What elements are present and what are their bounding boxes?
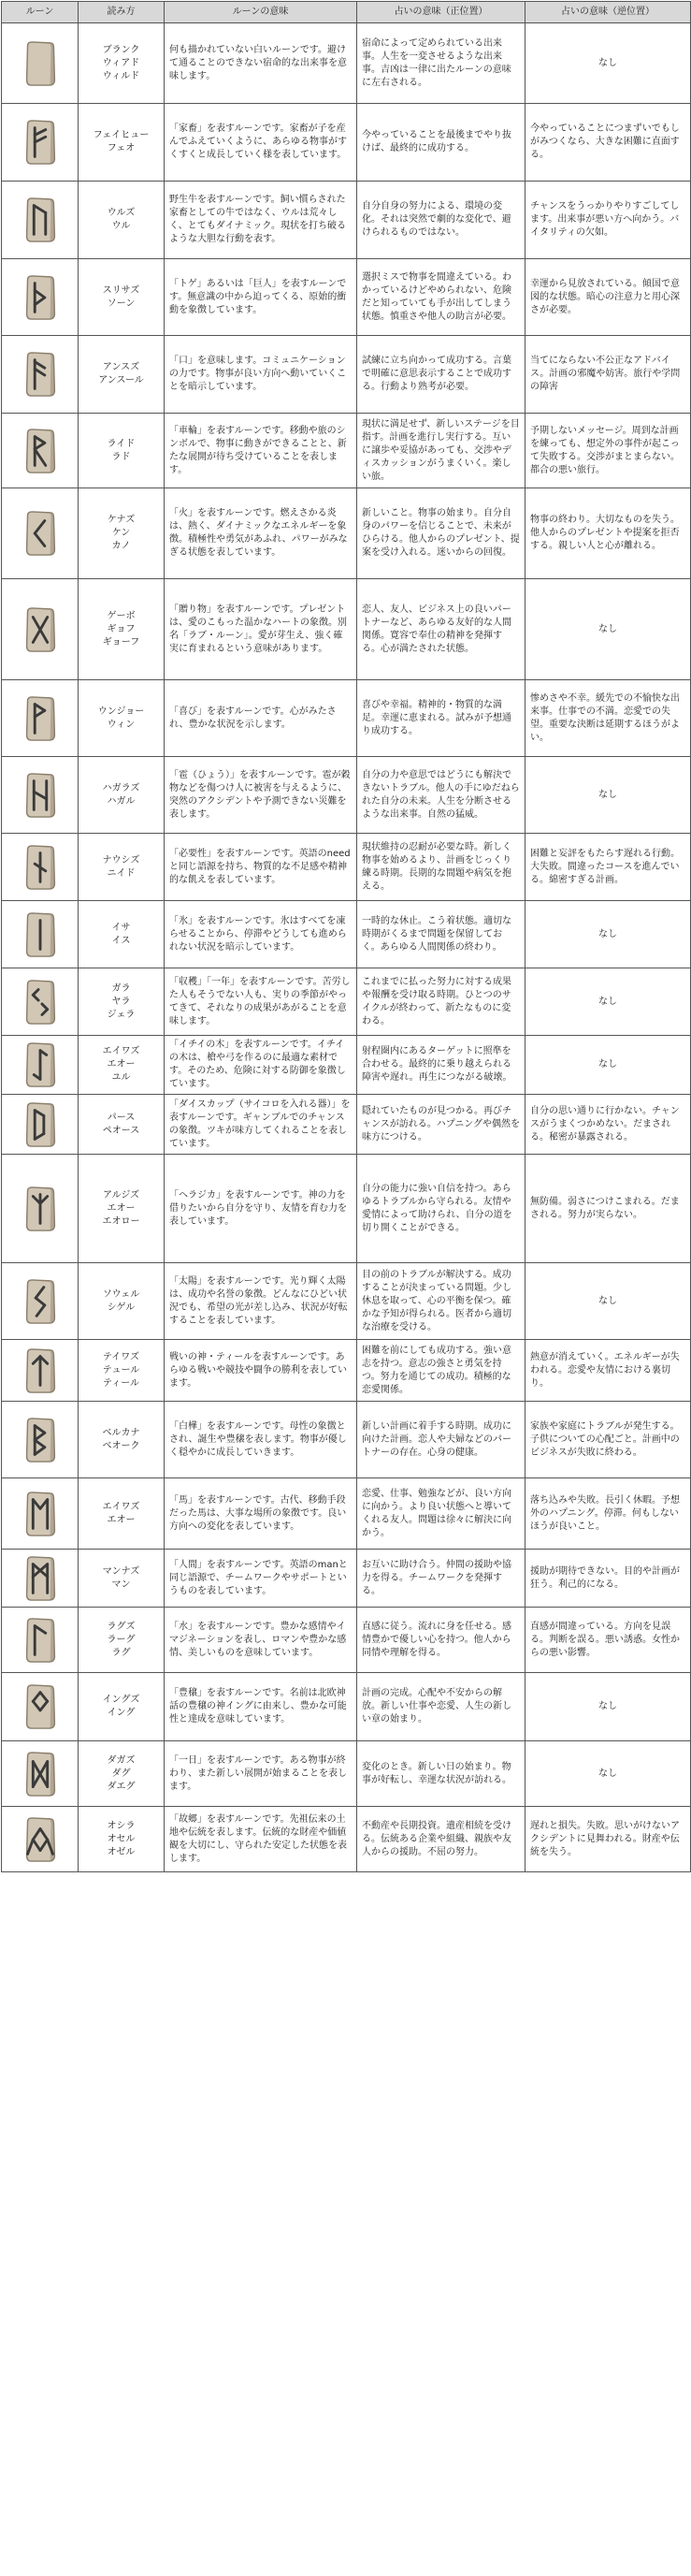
- upright-meaning: 宿命によって定められている出来事。人生を一変させるような出来事。吉凶は一律に出たルーンの意味に左右される。: [357, 23, 525, 104]
- ingwaz-rune-stone-icon: [23, 1683, 57, 1730]
- rune-meaning: 「家畜」を表すルーンです。家畜が子を産んでふえていくように、あらゆる物事がすくすくと成長していく様を表しています。: [165, 104, 357, 182]
- laguz-rune-stone-icon: [23, 1617, 57, 1664]
- rune-icon-cell: [2, 336, 79, 414]
- upright-meaning: 自分自身の努力による、環境の変化。それは突然で劇的な変化で、避けられるものではない。: [357, 182, 525, 259]
- reversed-meaning: なし: [525, 968, 691, 1036]
- upright-meaning: 自分の力や意思ではどうにも解決できないトラブル。他人の手にゆだねられた自分の未来。人生を分断させるような出来事。自然の猛威。: [357, 757, 525, 834]
- table-row: [2, 1608, 691, 1673]
- rune-icon-cell: [2, 1608, 79, 1673]
- wunjo-rune-stone-icon: [23, 695, 57, 742]
- upright-meaning: 自分の能力に強い自信を持つ。あらゆるトラブルから守られる。友情や愛情によって助けられ、自分の道を切り開くことができる。: [357, 1155, 525, 1263]
- upright-meaning: 直感に従う。流れに身を任せる。感情豊かで優しい心を持つ。他人から同情や理解を得る。: [357, 1608, 525, 1673]
- reversed-meaning: 困難と妄評をもたらす遅れる行動。大失敗。間違ったコースを進んでいる。綿密すぎる計画。: [525, 834, 691, 901]
- nauthiz-rune-stone-icon: [23, 844, 57, 891]
- rune-icon-cell: [2, 1340, 79, 1402]
- table-row: [2, 336, 691, 414]
- rune-meaning: 「必要性」を表すルーンです。英語のneed と同じ語源を持ち、物質的な不足感や精神的な飢えを表しています。: [165, 834, 357, 901]
- gebo-rune-stone-icon: [23, 606, 57, 653]
- ehwaz-rune-stone-icon: [23, 1491, 57, 1537]
- rune-icon-cell: [2, 414, 79, 488]
- table-row: [2, 1478, 691, 1550]
- upright-meaning: 今やっていることを最後までやり抜けば、最終的に成功する。: [357, 104, 525, 182]
- rune-meaning: 「故郷」を表すルーンです。先祖伝来の土地や伝統を表します。伝統的な財産や価値観を大切にし、守られた安定した状態を表します。: [165, 1807, 357, 1872]
- rune-meaning: 「一日」を表すルーンです。ある物事が終わり、また新しい展開が始まることを表します。: [165, 1741, 357, 1807]
- upright-meaning: 選択ミスで物事を間違えている。わかっているけどやめられない、危険だと知っていても手が出してしまう状態。慎重さや他人の助言が必要。: [357, 259, 525, 336]
- upright-meaning: 新しいこと。物事の始まり。自分自身のパワーを信じることで、未来がひらける。他人からのプレゼント、提案を受け入れる。迷いからの回復。: [357, 488, 525, 579]
- rune-reading: ライド ラド: [79, 414, 165, 488]
- reversed-meaning: なし: [525, 1741, 691, 1807]
- header-reversed: 占いの意味（逆位置）: [525, 2, 691, 23]
- rune-meaning: 「贈り物」を表すルーンです。プレゼントは、愛のこもった温かなハートの象徴。別名「ラブ・ルーン」。愛が芽生え、強く確実に育まれるという意味があります。: [165, 579, 357, 680]
- reversed-meaning: なし: [525, 579, 691, 680]
- table-row: [2, 757, 691, 834]
- berkano-rune-stone-icon: [23, 1417, 57, 1463]
- rune-meaning: 「水」を表すルーンです。豊かな感情やイマジネーションを表し、ロマンや豊かな感情、美しいものを意味しています。: [165, 1608, 357, 1673]
- perthro-rune-stone-icon: [23, 1101, 57, 1148]
- upright-meaning: 喜びや幸福。精神的・物質的な満足。幸運に恵まれる。試みが予想通り成功する。: [357, 680, 525, 757]
- header-meaning: ルーンの意味: [165, 2, 357, 23]
- rune-reading: オシラ オセル オゼル: [79, 1807, 165, 1872]
- upright-meaning: 隠れていたものが見つかる。再びチャンスが訪れる。ハプニングや偶然を味方につける。: [357, 1095, 525, 1155]
- upright-meaning: これまでに払った努力に対する成果や報酬を受け取る時期。ひとつのサイクルが終わって、新たなものに変わる。: [357, 968, 525, 1036]
- rune-reading: ケナズ ケン カノ: [79, 488, 165, 579]
- rune-meaning: 「トゲ」あるいは「巨人」を表すルーンです。無意識の中から迫ってくる、原始的衝動を象徴しています。: [165, 259, 357, 336]
- upright-meaning: 恋愛、仕事、勉強などが、良い方向に向かう。より良い状態へと導いてくれる友人。問題は徐々に解決に向かう。: [357, 1478, 525, 1550]
- othala-rune-stone-icon: [23, 1816, 57, 1863]
- rune-reading: テイワズ テュール ティール: [79, 1340, 165, 1402]
- rune-reading: エイワズ エオー: [79, 1478, 165, 1550]
- reversed-meaning: 援助が期待できない。目的や計画が狂う。利己的になる。: [525, 1550, 691, 1608]
- header-upright: 占いの意味（正位置）: [357, 2, 525, 23]
- reversed-meaning: 物事の終わり。大切なものを失う。他人からのプレゼントや提案を拒否する。親しい人と心が離れる。: [525, 488, 691, 579]
- table-row: [2, 259, 691, 336]
- rune-reading: ブランク ウィアド ウィルド: [79, 23, 165, 104]
- rune-reading: ダガズ ダグ ダエグ: [79, 1741, 165, 1807]
- upright-meaning: 目の前のトラブルが解決する。成功することが決まっている問題。少し休息を取って、心の平衡を保つ。確かな予知が得られる。医者から適切な治療を受ける。: [357, 1263, 525, 1340]
- reversed-meaning: なし: [525, 901, 691, 968]
- tiwaz-rune-stone-icon: [23, 1347, 57, 1394]
- rune-icon-cell: [2, 1741, 79, 1807]
- rune-meaning: 「口」を意味します。コミュニケーションの力です。物事が良い方向へ動いていくことを暗示しています。: [165, 336, 357, 414]
- rune-meaning: 野生牛を表すルーンです。飼い慣らされた家畜としての牛ではなく、ウルは荒々しく、とてもダイナミック。現状を打ち破るような大胆な行動を表す。: [165, 182, 357, 259]
- rune-meaning: 「ダイスカップ（サイコロを入れる器）」を表すルーンです。ギャンブルでのチャンスの象徴。ツキが味方してくれることを表しています。: [165, 1095, 357, 1155]
- rune-meaning: 何も描かれていない白いルーンです。避けて通ることのできない宿命的な出来事を意味します。: [165, 23, 357, 104]
- table-row: [2, 488, 691, 579]
- rune-reading: ゲーボ ギョフ ギョーフ: [79, 579, 165, 680]
- table-row: [2, 414, 691, 488]
- rune-table: [1, 1, 691, 1872]
- rune-icon-cell: [2, 901, 79, 968]
- mannaz-rune-stone-icon: [23, 1555, 57, 1602]
- rune-icon-cell: [2, 1807, 79, 1872]
- isa-rune-stone-icon: [23, 911, 57, 958]
- reversed-meaning: 家族や家庭にトラブルが発生する。子供についての心配ごと。計画中のビジネスが失敗に終わる。: [525, 1402, 691, 1478]
- table-row: [2, 1741, 691, 1807]
- header-rune: ルーン: [2, 2, 79, 23]
- table-row: [2, 901, 691, 968]
- upright-meaning: 試練に立ち向かって成功する。言葉で明確に意思表示することで成功する。行動より熟考が必要。: [357, 336, 525, 414]
- reversed-meaning: 今やっていることにつまずいでもしがみつくなら、大きな困難に直面する。: [525, 104, 691, 182]
- table-row: [2, 1402, 691, 1478]
- algiz-rune-stone-icon: [23, 1186, 57, 1232]
- rune-meaning: 「白樺」を表すルーンです。母性の象徴とされ、誕生や豊穣を表します。物事が優しく穏やかに成長していきます。: [165, 1402, 357, 1478]
- rune-icon-cell: [2, 488, 79, 579]
- rune-icon-cell: [2, 680, 79, 757]
- upright-meaning: 射程圏内にあるターゲットに照準を合わせる。最終的に乗り越えられる障害や遅れ。再生につながる破壊。: [357, 1036, 525, 1095]
- rune-rows: [2, 23, 691, 1872]
- rune-icon-cell: [2, 834, 79, 901]
- table-row: [2, 968, 691, 1036]
- sowilo-rune-stone-icon: [23, 1278, 57, 1325]
- rune-meaning: 「馬」を表すルーンです。古代、移動手段だった馬は、大事な場所の象徴です。良い方向への変化を表しています。: [165, 1478, 357, 1550]
- header-reading: 読み方: [79, 2, 165, 23]
- header-row: [2, 2, 691, 23]
- rune-meaning: 「氷」を表すルーンです。氷はすべてを凍らせることから、停滞やどうしても進められない状況を暗示しています。: [165, 901, 357, 968]
- table-row: [2, 1095, 691, 1155]
- rune-icon-cell: [2, 259, 79, 336]
- rune-meaning: 「ヘラジカ」を表すルーンです。神の力を借りたいから自分を守り、友情を育む力を表しています。: [165, 1155, 357, 1263]
- reversed-meaning: 熱意が消えていく。エネルギーが失われる。恋愛や友情における裏切り。: [525, 1340, 691, 1402]
- rune-reading: ナウシズ ニイド: [79, 834, 165, 901]
- rune-icon-cell: [2, 757, 79, 834]
- reversed-meaning: チャンスをうっかりやりすごしてします。出来事が悪い方へ向かう。バイタリティの欠如。: [525, 182, 691, 259]
- table-row: [2, 1807, 691, 1872]
- upright-meaning: 現状維持の忍耐が必要な時。新しく物事を始めるより、計画をじっくり練る時期。長期的な間題や病気を抱える。: [357, 834, 525, 901]
- dagaz-rune-stone-icon: [23, 1751, 57, 1797]
- reversed-meaning: 自分の思い通りに行かない。チャンスがうまくつかめない。だまされる。秘密が暴露される。: [525, 1095, 691, 1155]
- reversed-meaning: なし: [525, 23, 691, 104]
- eihwaz-rune-stone-icon: [23, 1041, 57, 1088]
- rune-meaning: 戦いの神・ティールを表すルーンです。あらゆる戦いや競技や闘争の勝利を表しています。: [165, 1340, 357, 1402]
- rune-icon-cell: [2, 1263, 79, 1340]
- rune-meaning: 「喜び」を表すルーンです。心がみたされ、豊かな状況を示します。: [165, 680, 357, 757]
- hagalaz-rune-stone-icon: [23, 772, 57, 819]
- upright-meaning: 恋人、友人、ビジネス上の良いパートナーなど、あらゆる友好的な人間関係。寛容で奉仕の精神を発揮する。心が満たされた状態。: [357, 579, 525, 680]
- rune-icon-cell: [2, 1095, 79, 1155]
- rune-reading: ウンジョー ウィン: [79, 680, 165, 757]
- rune-reading: ガラ ヤラ ジェラ: [79, 968, 165, 1036]
- table-row: [2, 680, 691, 757]
- table-row: [2, 834, 691, 901]
- upright-meaning: お互いに助け合う。仲間の援助や協力を得る。チームワークを発揮する。: [357, 1550, 525, 1608]
- rune-icon-cell: [2, 1550, 79, 1608]
- upright-meaning: 現状に満足せず、新しいステージを目指す。計画を進行し実行する。互いに譲歩や妥協があっても、交渉やディスカッションがうまくいく。楽しい旅。: [357, 414, 525, 488]
- table-row: [2, 23, 691, 104]
- rune-reading: ベルカナ ベオーク: [79, 1402, 165, 1478]
- rune-reading: アンスズ アンスール: [79, 336, 165, 414]
- fehu-rune-stone-icon: [23, 119, 57, 166]
- rune-icon-cell: [2, 1673, 79, 1741]
- rune-meaning: 「豊穣」を表すルーンです。名前は北欧神話の豊穣の神イングに由来し、豊かな可能性と達成を意味しています。: [165, 1673, 357, 1741]
- rune-reading: ウルズ ウル: [79, 182, 165, 259]
- upright-meaning: 不動産や長期投資。遺産相続を受ける。伝統ある企業や組織、親族や友人からの援助。不屈の努力。: [357, 1807, 525, 1872]
- thurisaz-rune-stone-icon: [23, 274, 57, 321]
- rune-reading: エイワズ エオー ユル: [79, 1036, 165, 1095]
- rune-icon-cell: [2, 1036, 79, 1095]
- table-row: [2, 1263, 691, 1340]
- reversed-meaning: なし: [525, 757, 691, 834]
- blank-rune-stone-icon: [23, 40, 57, 87]
- rune-meaning: 「太陽」を表すルーンです。光り輝く太陽は、成功や名誉の象徴。どんなにひどい状況でも、希望の光が差し込み、状況が好転することを表しています。: [165, 1263, 357, 1340]
- rune-meaning: 「収穫」「一年」を表すルーンです。苦労した人もそうでない人も、実りの季節がやってきて、それなりの成果があがることを意味します。: [165, 968, 357, 1036]
- table-row: [2, 1673, 691, 1741]
- rune-icon-cell: [2, 1155, 79, 1263]
- upright-meaning: 新しい計画に着手する時期。成功に向けた計画。恋人や夫婦などのパートナーの存在。心身の健康。: [357, 1402, 525, 1478]
- ansuz-rune-stone-icon: [23, 351, 57, 398]
- rune-meaning: 「車輪」を表すルーンです。移動や旅のシンボルで、物事に動きができることと、新たな展開が待ち受けていることを表します。: [165, 414, 357, 488]
- table-row: [2, 104, 691, 182]
- rune-icon-cell: [2, 23, 79, 104]
- reversed-meaning: 遅れと損失。失敗。思いがけないアクシデントに見舞われる。財産や伝統を失う。: [525, 1807, 691, 1872]
- uruz-rune-stone-icon: [23, 196, 57, 243]
- upright-meaning: 一時的な休止。こう着状態。適切な時期がくるまで問題を保留しておく。あらゆる人間関係の終わり。: [357, 901, 525, 968]
- rune-reading: フェイヒュー フェオ: [79, 104, 165, 182]
- rune-reading: パース ペオース: [79, 1095, 165, 1155]
- raidho-rune-stone-icon: [23, 428, 57, 474]
- rune-reading: マンナズ マン: [79, 1550, 165, 1608]
- rune-icon-cell: [2, 1402, 79, 1478]
- reversed-meaning: なし: [525, 1263, 691, 1340]
- rune-icon-cell: [2, 104, 79, 182]
- table-row: [2, 1036, 691, 1095]
- reversed-meaning: 直感が間違っている。方向を見誤る。判断を誤る。悪い誘惑。女性からの悪い影響。: [525, 1608, 691, 1673]
- upright-meaning: 計画の完成。心配や不安からの解放。新しい仕事や恋愛、人生の新しい章の始まり。: [357, 1673, 525, 1741]
- rune-meaning: 「人間」を表すルーンです。英語のmanと同じ語源で、チームワークやサポートというものを表しています。: [165, 1550, 357, 1608]
- rune-reading: ハガラズ ハガル: [79, 757, 165, 834]
- reversed-meaning: 落ち込みや失敗。長引く休暇。予想外のハプニング。停滞。何もしないほうが良いこと。: [525, 1478, 691, 1550]
- rune-reading: ソウェル シゲル: [79, 1263, 165, 1340]
- kenaz-rune-stone-icon: [23, 510, 57, 557]
- rune-icon-cell: [2, 579, 79, 680]
- jera-rune-stone-icon: [23, 979, 57, 1026]
- rune-reading: イサ イス: [79, 901, 165, 968]
- rune-meaning: 「雹（ひょう）」を表すルーンです。雹が穀物などを傷つけ人に被害を与えるように、突然のアクシデントや予測できない災難を表します。: [165, 757, 357, 834]
- table-row: [2, 579, 691, 680]
- rune-meaning: 「火」を表すルーンです。燃えさかる炎は、熱く、ダイナミックなエネルギーを象徴。積極性や勇気があふれ、パワーがみなぎる状態を表しています。: [165, 488, 357, 579]
- upright-meaning: 困難を前にしても成功する。強い意志を持つ。意志の強さと勇気を持つ。努力を通じての成功。積極的な恋愛関係。: [357, 1340, 525, 1402]
- rune-reading: スリサズ ソーン: [79, 259, 165, 336]
- rune-reading: イングズ イング: [79, 1673, 165, 1741]
- reversed-meaning: 予期しないメッセージ。周到な計画を練っても、想定外の事件が起こって失敗する。交渉がまとまらない。都合の悪い旅行。: [525, 414, 691, 488]
- upright-meaning: 変化のとき。新しい日の始まり。物事が好転し、幸運な状況が訪れる。: [357, 1741, 525, 1807]
- reversed-meaning: 無防備。弱さにつけこまれる。だまされる。努力が実らない。: [525, 1155, 691, 1263]
- reversed-meaning: 惨めさや不幸。緩先での不愉快な出来事。仕事での不満。恋愛での失望。重要な決断は延期するほうがよい。: [525, 680, 691, 757]
- table-row: [2, 1155, 691, 1263]
- rune-meaning: 「イチイの木」を表すルーンです。イチイの木は、槍や弓を作るのに最適な素材です。そのため、危険に対する防御を象徴しています。: [165, 1036, 357, 1095]
- rune-icon-cell: [2, 182, 79, 259]
- table-row: [2, 182, 691, 259]
- rune-reading: アルジズ エオー エオロー: [79, 1155, 165, 1263]
- reversed-meaning: 幸運から見放されている。傾国で意図的な状態。暗心の注意力と用心深さが必要。: [525, 259, 691, 336]
- table-row: [2, 1340, 691, 1402]
- rune-reading: ラグズ ラーグ ラグ: [79, 1608, 165, 1673]
- rune-icon-cell: [2, 1478, 79, 1550]
- reversed-meaning: 当てにならない不公正なアドバイス。計画の邪魔や妨害。旅行や学問の障害: [525, 336, 691, 414]
- rune-icon-cell: [2, 968, 79, 1036]
- reversed-meaning: なし: [525, 1036, 691, 1095]
- table-row: [2, 1550, 691, 1608]
- reversed-meaning: なし: [525, 1673, 691, 1741]
